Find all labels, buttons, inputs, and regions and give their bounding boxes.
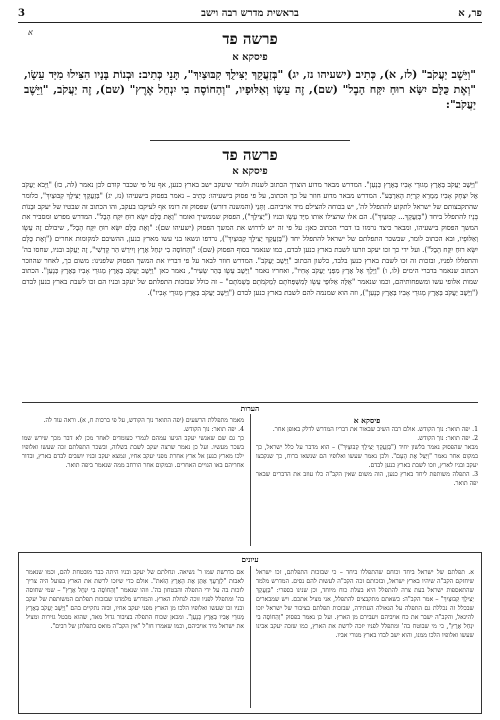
notes-title: הערות [240,404,260,413]
column-mark: א [28,28,33,37]
iyunim-right-column [256,568,474,708]
header-divider [18,22,482,23]
notes-right-column [256,416,478,544]
header-section-ref: פר, א [458,8,482,19]
iyunim-right-text: א. תפלתם של ישראל ביחד וכוחם שהתפללו ביחד – כי שבזכות התפלתם, זכו ישראל שיחזקם הקב"ה שיהיו בארץ ישראל, ובזכותם זכה הקב"ה לעשות להם נסים. המדרש מלמד שהתאספות ישראל בעת צרה להתפלל היא בעלת כוח מיוחד, וכן שנינו בספרי: "בְּזַעֲקֵךְ יַצִּילֻךְ קִבּוּצַיִךְ" – אמר הקב"ה: כשאתם מתקבצים להתפלל, אני מציל אתכם. ויש שמבארים שבכלל זה נכללת גם התפלה על הגאולה העתידה, שבזכות תפלתם בציבור של ישראל יזכו להיגאל, והקב"ה ישבר את כח אויביהם ויעבירם מן הארץ. ועל כן נאמר בפסוק "וְהַחוֹסֶה בִי יִנְחַל אֶרֶץ", כי מי שבוטח בה' ומתפלל לפניו יזכה לרשת את הארץ, כמו שזכה יעקב אבינו שעשו ואלופיו הלכו ממנו, והוא ישב לבדו בארץ מגורי אביו. [256,569,474,639]
parasha-title-1: פרשה פד [222,30,278,48]
piska-title-1: פיסקא א [232,52,268,63]
notes-left-text: מאמר מתפללת הרשעים (יפה התואר נוך הקודש, על פי ברכות ח, א). וראה עוד לה. 4. יפה תואר: נוך הקודש. כך גם שם שאנשי יעקב הגיעו עמהם לגמרי כעומדים לאחר מכן לא דבר מכך שירש שמו בשכר מעשיו. ועל כן נאמר שרצה יעקב לשבת בשלוה, ובשכר התפלתם זכה שעשו ואלופיו ילכו מארץ כנען אל ארץ אחרת מפני יעקב אחיו, ונמצא יעקב ובניו יושבים לבדם בארץ, ובדור אחריהם באו הגויים האחרים. ובמקום אחר הורחב ממה שנאמר ביפה תואר. [22,417,244,469]
notes-piska-heading: פיסקא א [353,416,381,425]
iyunim-left-text: אם כדרשת שמו ר' נשיאה. ונחלתם של יעקב ובניו היתה כבר מובטחת להם, וכמו שנאמר לאבות "לְזַרְעֲךָ אֶתֵּן אֶת הָאָרֶץ הַזֹּאת". אולם כדי שיזכו לרשת את הארץ בפועל היה צריך לזכות בה על ידי התפלה והבטחון בה'. וזהו שנאמר "וְהַחוֹסֶה בִי יִנְחַל אֶרֶץ" – שמי שחוסה בה' ומתפלל לפניו זוכה לנחלת הארץ. והמדרש מלמדנו שבזכות תפלתם המשותפת של יעקב ובניו זכו שעשו ואלופיו הלכו מן הארץ מפני יעקב אחיו, ובזה נתקיים בהם "וַיֵּשֶׁב יַעֲקֹב בְּאֶרֶץ מְגוּרֵי אָבִיו בְּאֶרֶץ כְּנָעַן". ומכאן שכוח התפלה בציבור גדול מאד, שהוא מבטל גזירות ומציל את ישראל מיד אויביהם, וכמו שאמרו חז"ל "אין הקב"ה מואס בתפלתן של רבים". [26,569,244,630]
header-title: בראשית מדרש רבה וישב [201,8,299,19]
section-divider [150,140,350,141]
notes-divider [22,402,478,403]
piska-title-2: פיסקא א [232,166,268,177]
commentary-paragraph: "וַיֵּשֶׁב יַעֲקֹב בְּאֶרֶץ מְגוּרֵי אָבִיו בְּאֶרֶץ כְּנָעַן". המדרש מבאר מדוע הוצרך הכתוב לשנות ולומר שיעקב ישב בארץ כנען, אף על פי שכבר קודם לכן נאמר (לה, כז) "וַיָּבֹא יַעֲקֹב אֶל יִצְחָק אָבִיו מַמְרֵא קִרְיַת הָאַרְבַּע". המדרש מבאר מדוע חוזר על כך הכתוב, על פי פסוק בישעיהו: כְּתִיב – נאמר בפסוק בישעיהו (נז, יג) "בְּזַעֲקֵךְ יַצִּילֻךְ קִבּוּצַיִךְ", כלומר שהתקבצותם של ישראל לתקוע להתפלל לה', יש בכוחה להצילם מיד אויביהם. וְתָּנֵי (והמשנה דורש) שפסוק זה רומז אף לעיקבו בעקב, והו הכתוב זה שבטיו של יעקב וּבְנוֹת בָּנָיו להתפלל ביחד ("בְּזַעֲקֵךְ... קִבּוּצַיִךְ"). הם אלו שהצילו אותו מִיַּד עֵשָׂו ובניו ("יַצִּילֻךְ"), הפסוק שממשיך ואומר "וְאֶת כֻּלָּם יִשָּׂא רוּחַ יִקַּח הָבֶל". המדרש מפרש ומסביר את המשך הפסוק בישעיהו, ומבאר כיצד נרמזו בו דברי הכתוב כאן: על פי זה יש לדרוש את המשך הפסוק (ישעיהו שם): "וְאֶת כֻּלָּם יִשָּׂא רוּחַ יִקַּח הָבֶל", שיבולם זֶה עֵשָׂו וְאַלּוּפָיו, ובא הכתוב לומר, שבשכר התפלתם של ישראל להתפלל יחד ("בְּזַעֲקֵךְ יַצִּילֻךְ קִבּוּצַיִךְ"), נרדפו ונשאו בני עשו מארץ כנען, ההשיבם למקומות אחרים ("וְאֶת כֻּלָּם יִשָּׂא רוּחַ יִקַּח הָבֶל"). ועל ידי כך זכו יעקב וזרעו לשבת בארץ כנען לבדם, כמו שנאמר בסוף הפסוק (שם): "וְהַחוֹסֶה בִי יִנְחַל אֶרֶץ וְיִירַשׁ הַר קָדְשִׁי", זֶה יַעֲקֹב ובניו, שחסו בה' והתפללו לפניו, ובזכות זה זכו לשבת בארץ כנען בלבד, כלשון הכתוב "וַיֵּשֶׁב יַעֲקֹב". המדרש חוזר לבאר על פי דבריו את המשך הפסוק שלפנינו: משום כך, לאחר שהוזכר הכתוב שנאמר בדברי הימים (לו, ו) "וַיֵּלֶךְ אֶל אֶרֶץ מִפְּנֵי יַעֲקֹב אָחִיו", ואחריו נאמר "וַיֵּשֶׁב עֵשָׂו בְּהַר שֵׂעִיר", נאמר כאן "וַיֵּשֶׁב יַעֲקֹב בְּאֶרֶץ מְגוּרֵי אָבִיו בְּאֶרֶץ כְּנָעַן". הכתוב שמות אלופי עשו ומשפחותיהם, וכמו שנאמר "אֵלֶּה אַלּוּפֵי עֵשָׂו לְמִשְׁפְּחֹתָם לִמְקֹמֹתָם בְּשֵׁמֹתָם" – זה כולל שבזכות התפלתם של יעקב ובניו הם זכו לשבת בארץ כנען לבדם ("וַיֵּשֶׁב יַעֲקֹב בְּאֶרֶץ מְגוּרֵי אָבִיו בְּאֶרֶץ כְּנָעַן"), וזה הוא שמנמה להם לשבת בארץ כנען לבדם ("וַיֵּשֶׁב יַעֲקֹב בְּאֶרֶץ מְגוּרֵי אָבִיו"). [22,181,478,297]
iyunim-title: עיונים [241,555,259,564]
iyunim-left-column [26,568,244,708]
midrash-paragraph: "וַיֵּשֶׁב יַעֲקֹב" (לז, א), כְּתִיב (ישעיהו נז, יג) "בְּזַעֲקֵךְ יַצִּילֻךְ קִבּוּצַיִךְ", תָּנֵי כְּתִיב: וּבְנוֹת בָּנָיו הִצִּילוּ מִיַּד עֵשָׂו, "וְאֶת כֻּלָּם יִשָּׂא רוּחַ יִקַּח הָבֶל" (שם), זֶה עֵשָׂו וְאַלּוּפָיו, "וְהַחוֹסֶה בִי יִנְחַל אֶרֶץ" (שם), זֶה יַעֲקֹב, "וַיֵּשֶׁב יַעֲקֹב": [24,68,476,111]
page-number: 3 [18,8,25,19]
iyunim-column-divider [250,566,251,708]
notes-column-divider [250,414,251,546]
parasha-title-2: פרשה פד [222,146,278,164]
notes-left-column [22,416,244,544]
notes-right-text: 1. יפה תואר: נוך הקודש. אולם רבה השיב שבאור את דבריו המדרש לדלק באופן אחר. 2. יפה תואר: נוך הקודש. מבאר שהפסוק נאמר בלשון יחיד ("בְּזַעֲקֵךְ יַצִּילֻךְ קִבּוּצַיִךְ") – הוא מדבר על כלל ישראל, כך במקום אחר נאמר "וַיַּצִּל אֶת הָעָם". ולכן נאמר שעשו ואלופיו הם שנשאו ברוח, כך שנקבצו יעקב ובניו לארץ, וזכו לשבת בארץ כנען לבדם. 3. התפלה משותפת ליחד בארץ כנען, הוה משום שאין הקב"ה כלו עוזב את הדברים שבאר יפה תואר. [256,426,478,487]
commentary-main-text [22,180,478,400]
midrash-text-vocalized [24,67,476,131]
